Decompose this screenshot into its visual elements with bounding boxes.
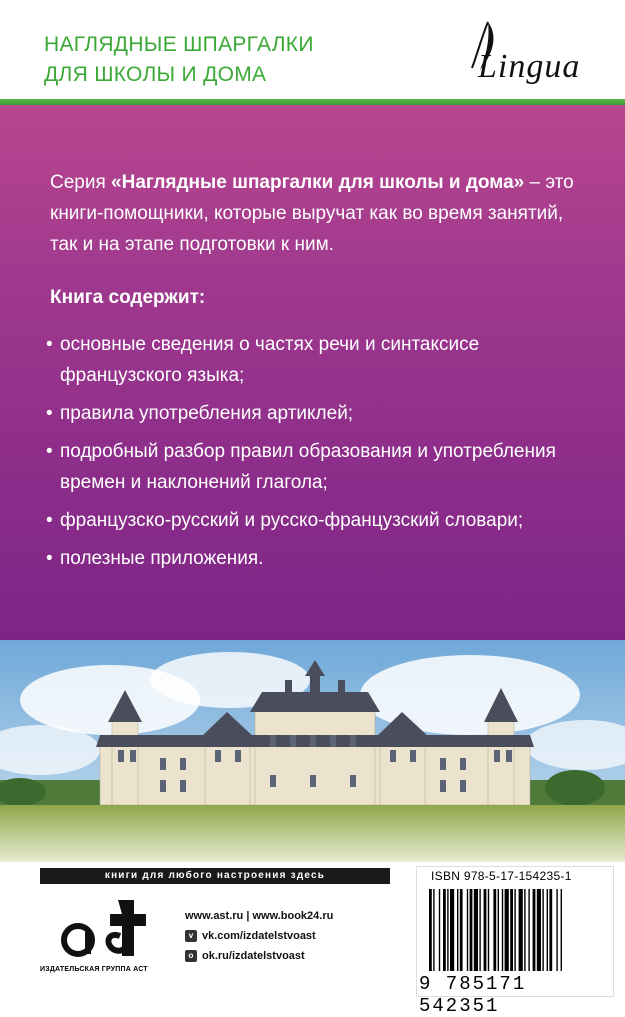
bullet-icon: • (46, 441, 53, 462)
intro-suffix: – это книги-помощники, которые выручат как во время занятий, так и на этапе подготовки к ним. (50, 172, 574, 255)
bullet-icon: • (46, 334, 53, 355)
ast-logo-icon (48, 892, 158, 962)
ok-link[interactable]: ok.ru/izdatelstvoast (202, 950, 305, 962)
vk-link-row (185, 926, 333, 946)
description-panel (0, 105, 625, 640)
series-title-line-2: ДЛЯ ШКОЛЫ И ДОМА (44, 63, 267, 86)
ok-link-row (185, 946, 333, 966)
list-item: • полезные приложения. (46, 543, 606, 574)
isbn-number: ISBN 978-5-17-154235-1 (431, 869, 572, 883)
series-name: «Наглядные шпаргалки для школы и дома» (111, 172, 525, 193)
contains-heading: Книга содержит: (50, 287, 206, 308)
logo-text: Lingua (478, 48, 581, 85)
barcode-digits: 9 785171 542351 (419, 973, 527, 1017)
footer (0, 862, 625, 1017)
intro-paragraph (50, 167, 595, 260)
bullet-icon: • (46, 548, 53, 569)
vk-icon: v (185, 930, 197, 942)
publisher-caption: ИЗДАТЕЛЬСКАЯ ГРУППА АСТ (40, 966, 148, 973)
vk-link[interactable]: vk.com/izdatelstvoast (202, 930, 316, 942)
intro-prefix: Серия (50, 172, 112, 193)
header (0, 0, 625, 100)
slogan-banner: книги для любого настроения здесь (40, 868, 390, 884)
web-links-text[interactable]: www.ast.ru | www.book24.ru (185, 910, 334, 922)
list-item: • правила употребления артиклей; (46, 398, 606, 429)
bullet-icon: • (46, 403, 53, 424)
list-item: • французско-русский и русско-французский словари; (46, 505, 606, 536)
series-title (44, 30, 314, 90)
series-title-line-1: НАГЛЯДНЫЕ ШПАРГАЛКИ (44, 33, 314, 56)
chateau-photo (0, 640, 625, 862)
isbn-block (416, 866, 614, 1017)
list-item: • подробный разбор правил образования и употребления времен и наклонений глагола; (46, 436, 606, 498)
web-links (185, 906, 333, 926)
barcode-icon (429, 889, 605, 973)
ok-icon: o (185, 950, 197, 962)
list-item: • основные сведения о частях речи и синтаксисе французского языка; (46, 329, 606, 391)
chateau-illustration (0, 640, 625, 862)
bullet-icon: • (46, 510, 53, 531)
contents-list (46, 329, 606, 581)
ast-logo (48, 892, 158, 962)
lingua-logo (460, 18, 590, 98)
publisher-links (185, 906, 333, 966)
